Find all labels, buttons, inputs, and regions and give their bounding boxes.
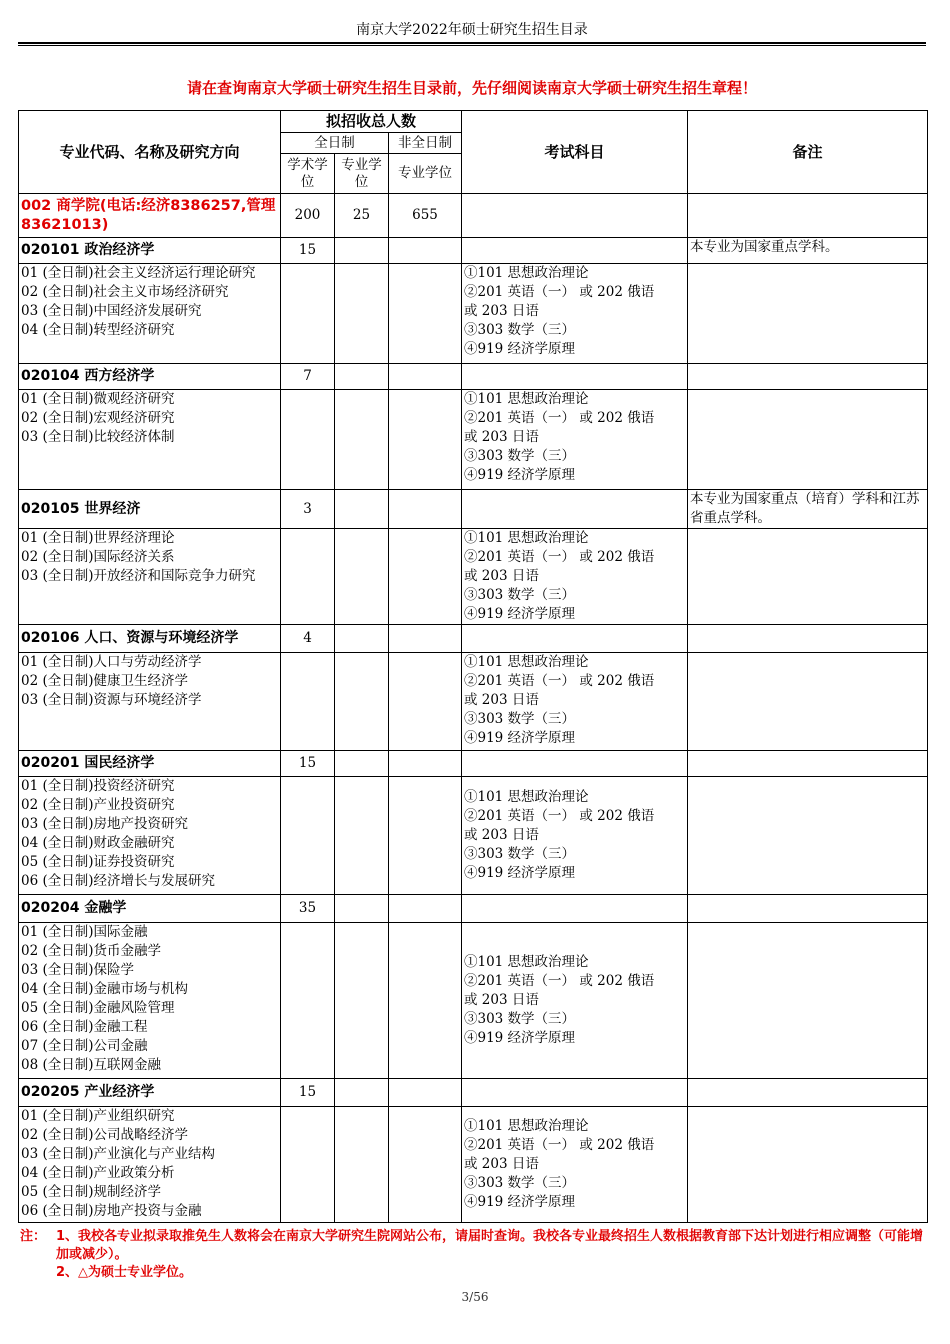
major-row [19,895,928,923]
major-row [19,364,928,390]
exam-list [462,653,688,751]
exam-item: ①101 思想政治理论 [464,654,589,670]
exam-item: 或 203 日语 [464,429,539,445]
exam-item: 或 203 日语 [464,992,539,1008]
direction-row [19,653,928,751]
major-row [19,751,928,777]
exam-item: ③303 数学（三） [464,322,576,338]
header-parttime: 非全日制 [389,133,462,154]
direction-item: 03 (全日制)房地产投资研究 [21,816,189,832]
direction-row [19,390,928,490]
major-title: 020204 金融学 [19,895,281,923]
exam-item: ①101 思想政治理论 [464,954,589,970]
major-title: 020105 世界经济 [19,490,281,529]
exam-item: ④919 经济学原理 [464,606,576,622]
exam-item: ④919 经济学原理 [464,865,576,881]
major-academic: 3 [281,490,335,529]
direction-item: 04 (全日制)财政金融研究 [21,835,175,851]
header-professional-parttime: 专业学位 [389,154,462,194]
direction-item: 03 (全日制)中国经济发展研究 [21,303,202,319]
direction-item: 05 (全日制)金融风险管理 [21,1000,175,1016]
direction-item: 03 (全日制)资源与环境经济学 [21,692,202,708]
exam-list [462,777,688,895]
page-header-title: 南京大学2022年硕士研究生招生目录 [356,22,588,38]
direction-item: 03 (全日制)保险学 [21,962,135,978]
major-remark [688,751,928,777]
major-remark [688,625,928,653]
major-academic: 7 [281,364,335,390]
exam-item: ②201 英语（一） 或 202 俄语 [464,808,655,824]
footnote-label: 注： [20,1229,47,1244]
exam-item: ①101 思想政治理论 [464,1118,589,1134]
major-remark [688,364,928,390]
direction-row [19,777,928,895]
department-parttime: 655 [389,194,462,238]
exam-item: 或 203 日语 [464,827,539,843]
exam-item: ②201 英语（一） 或 202 俄语 [464,1137,655,1153]
major-title: 020205 产业经济学 [19,1079,281,1107]
major-row [19,238,928,264]
exam-item: ②201 英语（一） 或 202 俄语 [464,284,655,300]
direction-item: 02 (全日制)产业投资研究 [21,797,175,813]
major-remark: 本专业为国家重点学科。 [688,238,928,264]
exam-item: 或 203 日语 [464,1156,539,1172]
footnote-text: 1、我校各专业拟录取推免生人数将会在南京大学研究生院网站公布，请届时查询。我校各专业最终招生人数根据教育部下达计划进行相应调整（可能增加或减少）。 [56,1229,924,1262]
direction-item: 08 (全日制)互联网金融 [21,1057,162,1073]
exam-item: ④919 经济学原理 [464,467,576,483]
page-number: 3/56 [461,1290,489,1304]
exam-item: ②201 英语（一） 或 202 俄语 [464,673,655,689]
direction-item: 02 (全日制)社会主义市场经济研究 [21,284,229,300]
exam-item: ④919 经济学原理 [464,730,576,746]
direction-item: 04 (全日制)金融市场与机构 [21,981,189,997]
major-remark [688,895,928,923]
direction-item: 01 (全日制)微观经济研究 [21,391,175,407]
direction-item: 02 (全日制)宏观经济研究 [21,410,175,426]
direction-item: 07 (全日制)公司金融 [21,1038,148,1054]
exam-item: ④919 经济学原理 [464,341,576,357]
direction-item: 02 (全日制)公司战略经济学 [21,1127,189,1143]
major-academic: 15 [281,751,335,777]
direction-list [19,1107,281,1223]
header-major: 专业代码、名称及研究方向 [19,111,281,194]
direction-row [19,1107,928,1223]
department-professional: 25 [335,194,389,238]
major-remark [688,1079,928,1107]
direction-item: 05 (全日制)证券投资研究 [21,854,175,870]
direction-item: 01 (全日制)投资经济研究 [21,778,175,794]
exam-item: ③303 数学（三） [464,1011,576,1027]
major-academic: 15 [281,238,335,264]
exam-item: ②201 英语（一） 或 202 俄语 [464,549,655,565]
direction-item: 01 (全日制)世界经济理论 [21,530,175,546]
exam-item: ③303 数学（三） [464,448,576,464]
exam-list [462,529,688,625]
direction-item: 01 (全日制)国际金融 [21,924,148,940]
direction-item: 06 (全日制)经济增长与发展研究 [21,873,216,889]
exam-item: 或 203 日语 [464,568,539,584]
exam-list [462,264,688,364]
major-title: 020106 人口、资源与环境经济学 [19,625,281,653]
header-exam: 考试科目 [462,111,688,194]
direction-list [19,390,281,490]
major-remark: 本专业为国家重点（培育）学科和江苏省重点学科。 [688,490,928,529]
direction-item: 01 (全日制)社会主义经济运行理论研究 [21,265,256,281]
direction-item: 03 (全日制)比较经济体制 [21,429,175,445]
direction-item: 04 (全日制)产业政策分析 [21,1165,175,1181]
major-academic: 4 [281,625,335,653]
notice-banner: 请在查询南京大学硕士研究生招生目录前，先仔细阅读南京大学硕士研究生招生章程！ [186,79,757,97]
direction-item: 03 (全日制)开放经济和国际竞争力研究 [21,568,256,584]
direction-item: 03 (全日制)产业演化与产业结构 [21,1146,216,1162]
footnote-2: 2、△为硕士专业学位。 [56,1265,193,1280]
direction-item: 05 (全日制)规制经济学 [21,1184,162,1200]
exam-item: ③303 数学（三） [464,846,576,862]
direction-item: 02 (全日制)健康卫生经济学 [21,673,189,689]
header-academic: 学术学位 [281,154,335,194]
exam-list [462,390,688,490]
exam-item: ②201 英语（一） 或 202 俄语 [464,410,655,426]
header-rule-thin [18,45,926,46]
catalog-table [18,110,928,1223]
major-row [19,490,928,529]
exam-item: ④919 经济学原理 [464,1030,576,1046]
footnotes [20,1228,926,1282]
department-name: 002 商学院(电话:经济8386257,管理83621013) [19,194,281,238]
exam-item: ③303 数学（三） [464,711,576,727]
exam-list [462,1107,688,1223]
direction-list [19,777,281,895]
department-row [19,194,928,238]
direction-row [19,529,928,625]
exam-item: 或 203 日语 [464,303,539,319]
footnote-1 [20,1228,926,1264]
direction-item: 04 (全日制)转型经济研究 [21,322,175,338]
exam-item: ①101 思想政治理论 [464,265,589,281]
direction-list [19,264,281,364]
department-academic: 200 [281,194,335,238]
header-fulltime: 全日制 [281,133,389,154]
direction-item: 01 (全日制)人口与劳动经济学 [21,654,202,670]
direction-item: 06 (全日制)房地产投资与金融 [21,1203,202,1219]
exam-item: ①101 思想政治理论 [464,391,589,407]
exam-item: ①101 思想政治理论 [464,789,589,805]
header-remark: 备注 [688,111,928,194]
major-academic: 35 [281,895,335,923]
direction-item: 02 (全日制)货币金融学 [21,943,162,959]
direction-item: 01 (全日制)产业组织研究 [21,1108,175,1124]
major-title: 020104 西方经济学 [19,364,281,390]
direction-list [19,923,281,1079]
exam-item: ②201 英语（一） 或 202 俄语 [464,973,655,989]
header-professional: 专业学位 [335,154,389,194]
direction-row [19,264,928,364]
exam-item: ①101 思想政治理论 [464,530,589,546]
major-title: 020201 国民经济学 [19,751,281,777]
direction-list [19,653,281,751]
direction-item: 02 (全日制)国际经济关系 [21,549,175,565]
exam-item: 或 203 日语 [464,692,539,708]
major-row [19,1079,928,1107]
direction-list [19,529,281,625]
exam-item: ④919 经济学原理 [464,1194,576,1210]
header-quota: 拟招收总人数 [281,111,462,133]
major-title: 020101 政治经济学 [19,238,281,264]
exam-list [462,923,688,1079]
direction-row [19,923,928,1079]
exam-item: ③303 数学（三） [464,1175,576,1191]
exam-item: ③303 数学（三） [464,587,576,603]
major-row [19,625,928,653]
header-rule [18,42,926,44]
direction-item: 06 (全日制)金融工程 [21,1019,148,1035]
major-academic: 15 [281,1079,335,1107]
